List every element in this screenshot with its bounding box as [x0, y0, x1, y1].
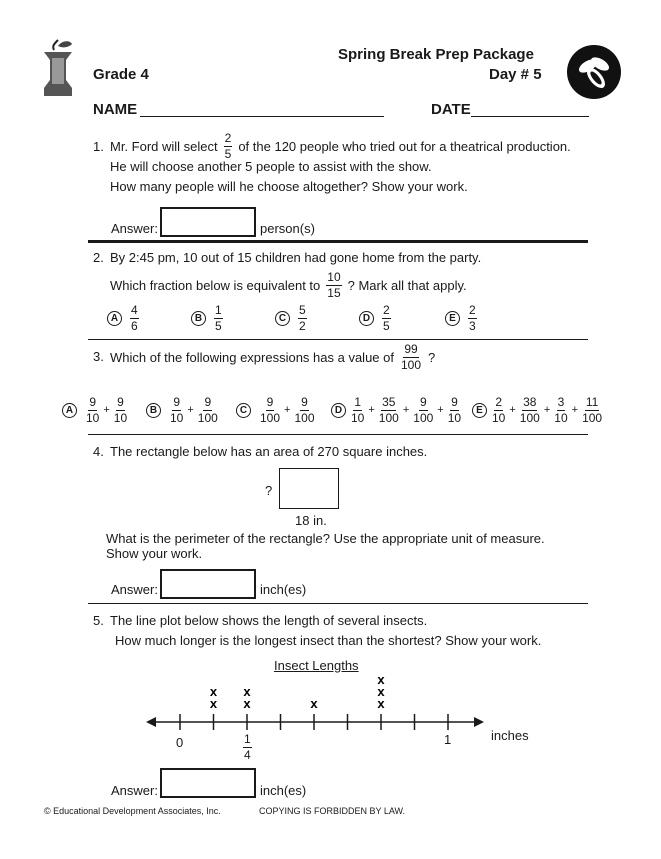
grade-label: Grade 4 — [93, 66, 149, 83]
plot-x-mark: x — [377, 672, 385, 687]
q5-line2: How much longer is the longest insect than the shortest? Show your work. — [115, 633, 542, 648]
q2-option-c-bubble[interactable]: C — [275, 311, 290, 326]
plus-sign: + — [437, 404, 444, 416]
apple-logo-icon — [40, 38, 76, 98]
q2-fraction: $\frac{10}{15}$ — [327, 269, 341, 300]
q2-option-e-bubble[interactable]: E — [445, 311, 460, 326]
q1-line3: How many people will he choose altogether? Show your work. — [110, 179, 468, 194]
q5-answer-label: Answer: — [111, 783, 158, 798]
q4-rectangle — [279, 468, 339, 509]
q2-line1: By 2:45 pm, 10 out of 15 children had gone home from the party. — [110, 250, 482, 265]
q2-option-e[interactable] — [445, 302, 479, 334]
q1-answer-box[interactable] — [160, 207, 256, 237]
q3-option-d-bubble[interactable]: D — [331, 403, 346, 418]
plus-sign: + — [509, 404, 516, 416]
q2-option-b[interactable] — [191, 302, 225, 334]
q3-b-term2: $\frac{9}{100}$ — [197, 394, 218, 425]
q3-e-term1: $\frac{2}{10}$ — [492, 394, 506, 425]
tick-label-quarter: $\frac{1}{4}$ — [244, 732, 251, 762]
q2-option-a[interactable] — [107, 302, 141, 334]
q3-e-term3: $\frac{3}{10}$ — [554, 394, 568, 425]
q3-line1 — [110, 340, 435, 374]
q4-divider — [88, 603, 588, 604]
q4-number: 4. — [93, 444, 104, 459]
q3-e-term2: $\frac{38}{100}$ — [519, 394, 540, 425]
plot-x-mark: x — [243, 696, 251, 711]
plus-sign: + — [368, 404, 375, 416]
footer-notice: COPYING IS FORBIDDEN BY LAW. — [259, 806, 406, 816]
q2-option-d-fraction: $\frac{2}{5}$ — [383, 302, 390, 333]
plus-sign: + — [571, 404, 579, 416]
axis-unit-label: inches — [491, 728, 529, 743]
tick-label-one: 1 — [444, 732, 452, 747]
q3-c-term2: $\frac{9}{100}$ — [294, 394, 315, 425]
q3-d-term1: $\frac{1}{10}$ — [351, 394, 365, 425]
q2-option-b-fraction: $\frac{1}{5}$ — [215, 302, 222, 333]
q5-unit: inch(es) — [260, 783, 307, 798]
q2-option-d[interactable] — [359, 302, 393, 334]
q3-a-term2: $\frac{9}{10}$ — [113, 394, 128, 425]
plus-sign: + — [402, 404, 410, 416]
q3-d-term3: $\frac{9}{100}$ — [413, 394, 434, 425]
q1-text-a: Mr. Ford will select — [110, 138, 218, 154]
q2-option-b-bubble[interactable]: B — [191, 311, 206, 326]
q1-line2: He will choose another 5 people to assist with the show. — [110, 159, 432, 174]
q2-option-c-fraction: $\frac{5}{2}$ — [299, 302, 306, 333]
plot-x-mark: x — [310, 696, 318, 711]
q4-unit: inch(es) — [260, 582, 307, 597]
q3-number: 3. — [93, 349, 104, 364]
package-title: Spring Break Prep Package — [338, 46, 534, 63]
q3-e-term4: $\frac{11}{100}$ — [582, 394, 603, 425]
plot-x-mark: x — [377, 696, 385, 711]
left-arrow-icon — [146, 717, 156, 727]
plot-x-mark: x — [209, 696, 218, 711]
q3-c-term1: $\frac{9}{100}$ — [260, 394, 281, 425]
q4-line3: Show your work. — [106, 546, 203, 561]
tick-label-zero: 0 — [176, 735, 184, 750]
plus-sign: + — [103, 404, 110, 416]
plot-x-mark: x — [209, 684, 218, 699]
q3-option-b-bubble[interactable]: B — [146, 403, 161, 418]
q3-option-c[interactable] — [236, 394, 318, 426]
footer-copyright: © Educational Development Associates, Inc. — [44, 806, 221, 816]
q2-option-c[interactable] — [275, 302, 309, 334]
plot-x-mark: x — [243, 684, 251, 699]
q2-text-b: ? Mark all that apply. — [347, 277, 467, 293]
q3-option-e-bubble[interactable]: E — [472, 403, 487, 418]
date-field[interactable] — [471, 116, 589, 117]
q1-divider — [88, 240, 588, 243]
q2-text-a: Which fraction below is equivalent to — [110, 277, 321, 293]
q4-side-known: 18 in. — [295, 513, 327, 528]
q3-option-e[interactable] — [472, 394, 605, 426]
q3-option-c-bubble[interactable]: C — [236, 403, 251, 418]
hornet-logo-icon — [566, 44, 622, 100]
q4-answer-label: Answer: — [111, 582, 158, 597]
q3-fraction: $\frac{99}{100}$ — [401, 341, 422, 372]
q3-option-d[interactable] — [331, 394, 464, 426]
q5-line-plot — [140, 670, 500, 770]
plus-sign: + — [284, 404, 291, 416]
plus-sign: + — [543, 404, 551, 416]
q3-option-a[interactable] — [62, 394, 130, 426]
q1-answer-label: Answer: — [111, 221, 158, 236]
q4-side-unknown: ? — [265, 483, 273, 498]
q3-text-b: ? — [428, 349, 436, 365]
q5-line1: The line plot below shows the length of several insects. — [110, 613, 428, 628]
name-label: NAME — [93, 101, 138, 118]
q3-option-b[interactable] — [146, 394, 221, 426]
right-arrow-icon — [474, 717, 484, 727]
q3-d-term4: $\frac{9}{10}$ — [447, 394, 462, 425]
q2-option-d-bubble[interactable]: D — [359, 311, 374, 326]
q2-option-a-fraction: $\frac{4}{6}$ — [131, 302, 138, 333]
plus-sign: + — [187, 404, 194, 416]
q4-line1: The rectangle below has an area of 270 square inches. — [110, 444, 428, 459]
q5-answer-box[interactable] — [160, 768, 256, 798]
day-label: Day # 5 — [489, 66, 542, 83]
q3-b-term1: $\frac{9}{10}$ — [170, 394, 184, 425]
q3-option-a-bubble[interactable]: A — [62, 403, 77, 418]
q3-a-term1: $\frac{9}{10}$ — [86, 394, 100, 425]
q2-number: 2. — [93, 250, 104, 265]
q2-option-a-bubble[interactable]: A — [107, 311, 122, 326]
q5-number: 5. — [93, 613, 104, 628]
q1-fraction: $\frac{2}{5}$ — [224, 130, 232, 161]
name-field[interactable] — [140, 116, 384, 117]
q4-answer-box[interactable] — [160, 569, 256, 599]
q3-d-term2: $\frac{35}{100}$ — [378, 394, 399, 425]
q1-unit: person(s) — [260, 221, 315, 236]
q2-option-e-fraction: $\frac{2}{3}$ — [469, 302, 476, 333]
q5-plot-title: Insect Lengths — [274, 658, 359, 673]
q4-line2: What is the perimeter of the rectangle? Use the appropriate unit of measure. — [106, 531, 545, 546]
q3-text-a: Which of the following expressions has a value of — [110, 349, 394, 365]
plot-x-mark: x — [377, 684, 385, 699]
q3-divider — [88, 434, 588, 435]
date-label: DATE — [431, 101, 471, 118]
q1-text-b: of the 120 people who tried out for a theatrical production. — [238, 138, 571, 154]
q2-line2 — [110, 268, 467, 302]
q1-number: 1. — [93, 139, 104, 154]
